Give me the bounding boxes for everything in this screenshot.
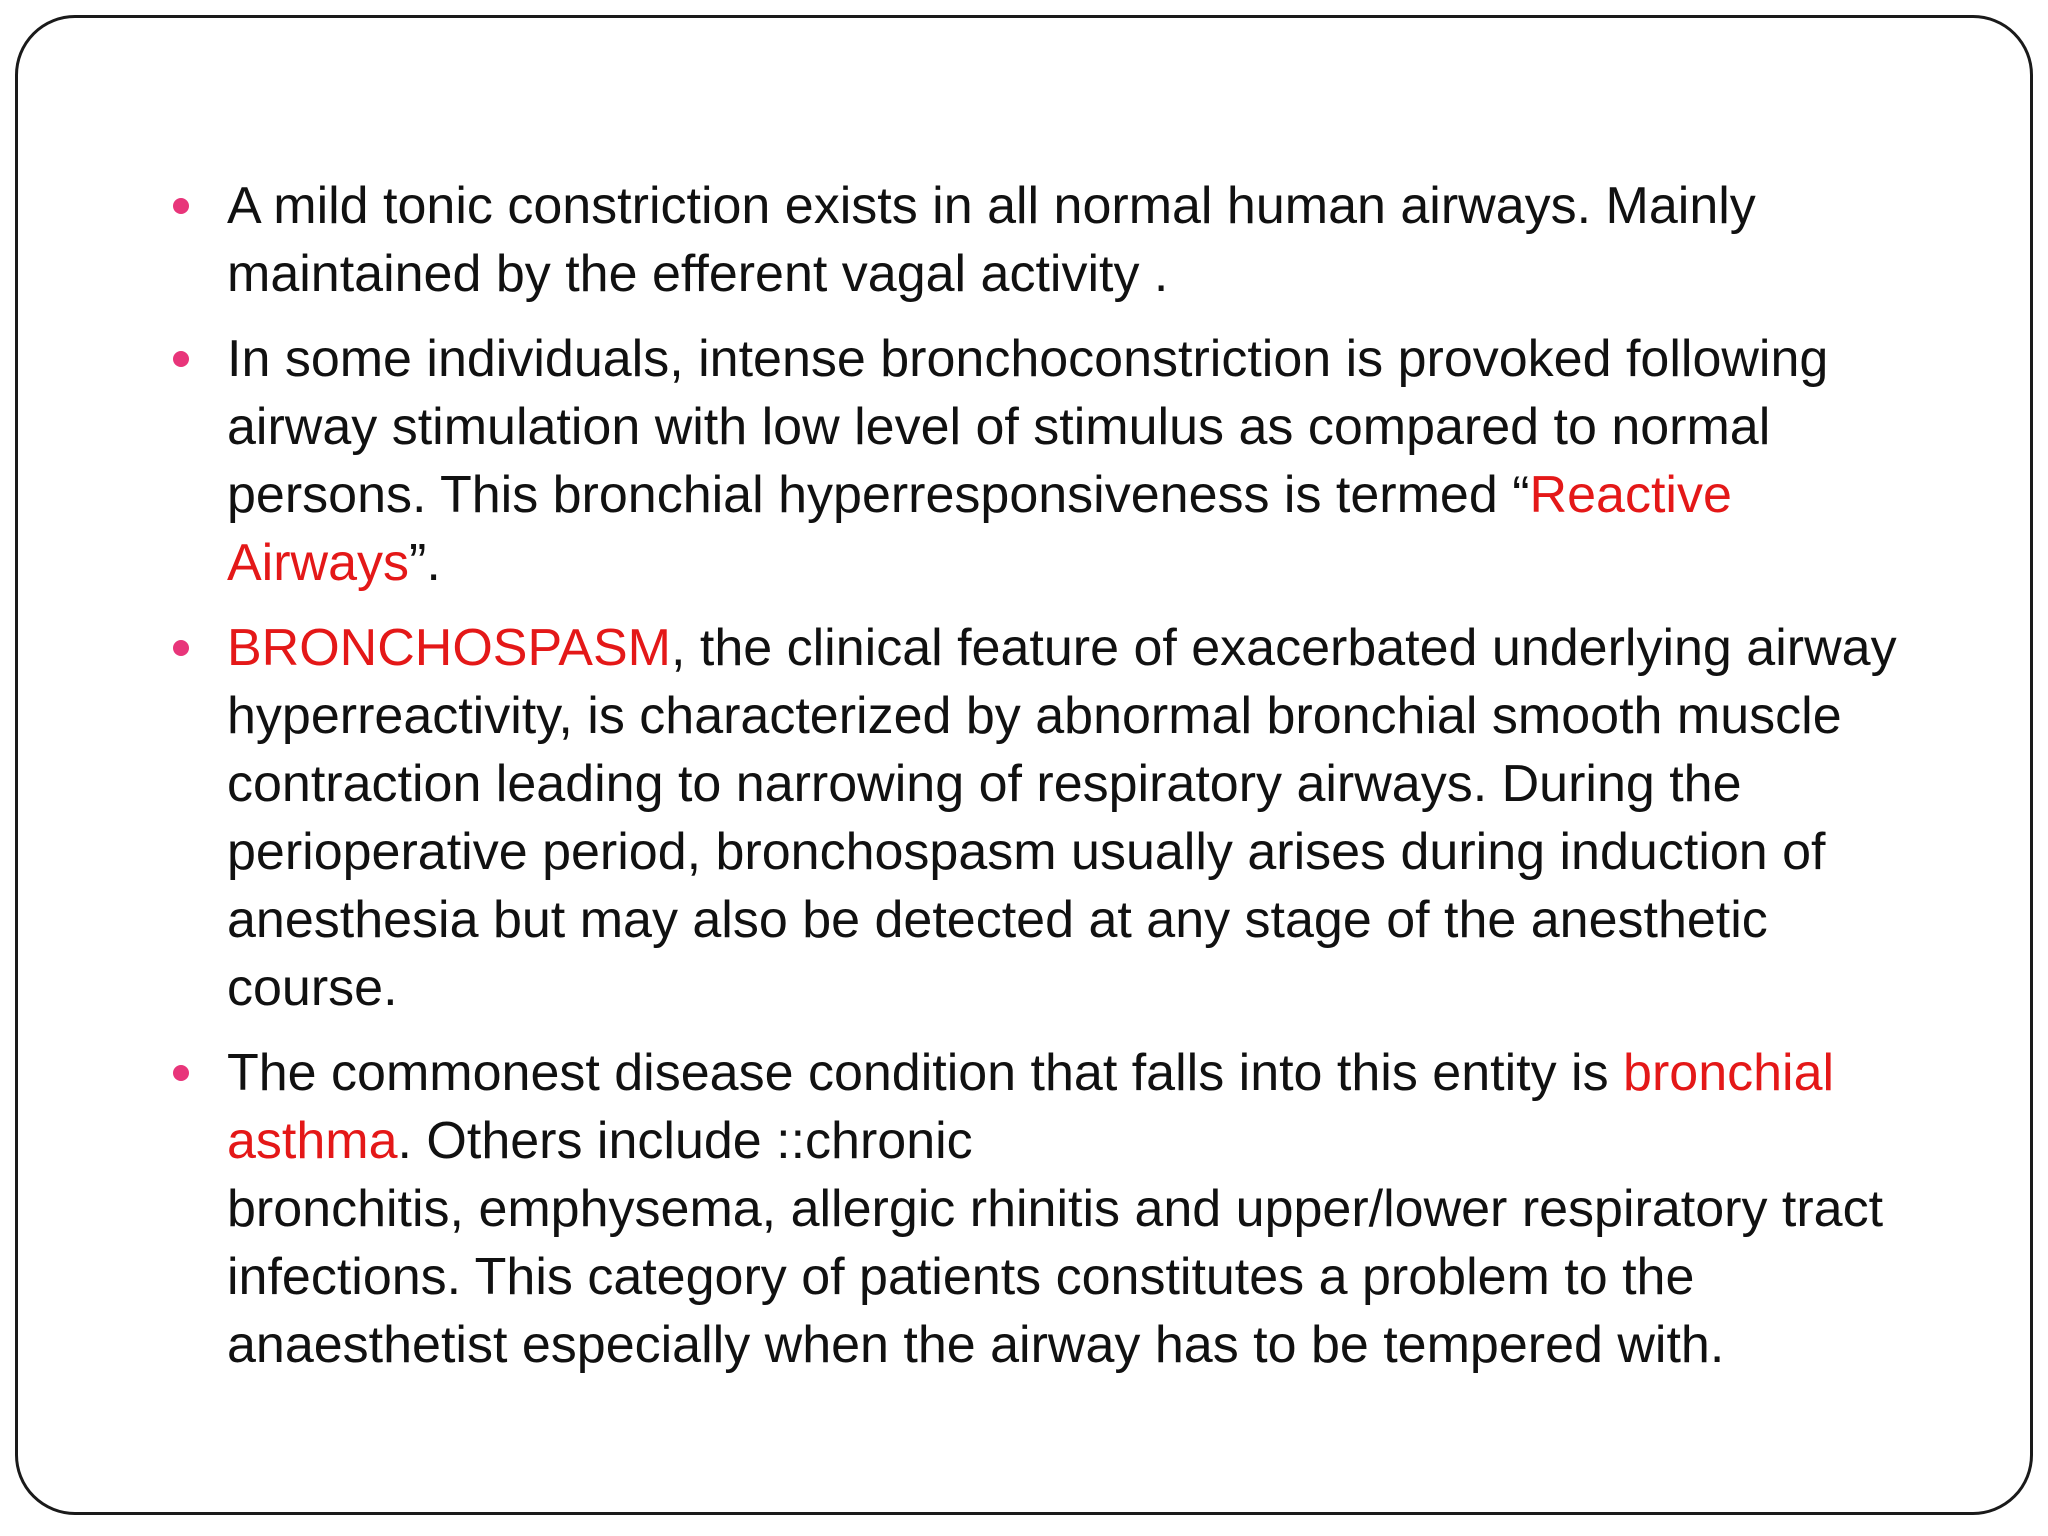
highlight-term: Reactive Airways	[227, 466, 1732, 592]
bullet-text: , the clinical feature of exacerbated underlying airway hyperreactivity, is characterized by abnormal bronchial smooth muscle contraction leading to narrowing of respiratory airways. During the perioperative period, bronchospasm usually arises during induction of anesthesia but may also be detected at any stage of the anesthetic course.	[227, 619, 1897, 1017]
bullet-dot-icon	[173, 351, 189, 367]
bullet-dot-icon	[173, 640, 189, 656]
bullet-text: bronchitis, emphysema, allergic rhinitis and upper/lower respiratory tract infections. This category of patients constitutes a problem to the anaesthetist especially when the airway has to be tempered with.	[227, 1180, 1884, 1374]
bullet-dot-icon	[173, 198, 189, 214]
bullet-text: The commonest disease condition that falls into this entity is	[227, 1044, 1624, 1102]
bullet-list	[165, 172, 1925, 1396]
highlight-term: BRONCHOSPASM	[227, 619, 671, 677]
highlight-term: bronchial asthma	[227, 1044, 1835, 1170]
bullet-item-4	[165, 1039, 1925, 1379]
bullet-text: A mild tonic constriction exists in all normal human airways. Mainly maintained by the efferent vagal activity .	[227, 177, 1756, 303]
bullet-text: . Others include ::chronic	[397, 1112, 973, 1170]
bullet-dot-icon	[173, 1065, 189, 1081]
bullet-item-2	[165, 325, 1925, 597]
bullet-text: ”.	[409, 534, 441, 592]
bullet-text: In some individuals, intense bronchoconstriction is provoked following airway stimulation with low level of stimulus as compared to normal persons. This bronchial hyperresponsiveness is termed “	[227, 330, 1829, 524]
bullet-item-1	[165, 172, 1925, 308]
bullet-item-3	[165, 614, 1925, 1022]
